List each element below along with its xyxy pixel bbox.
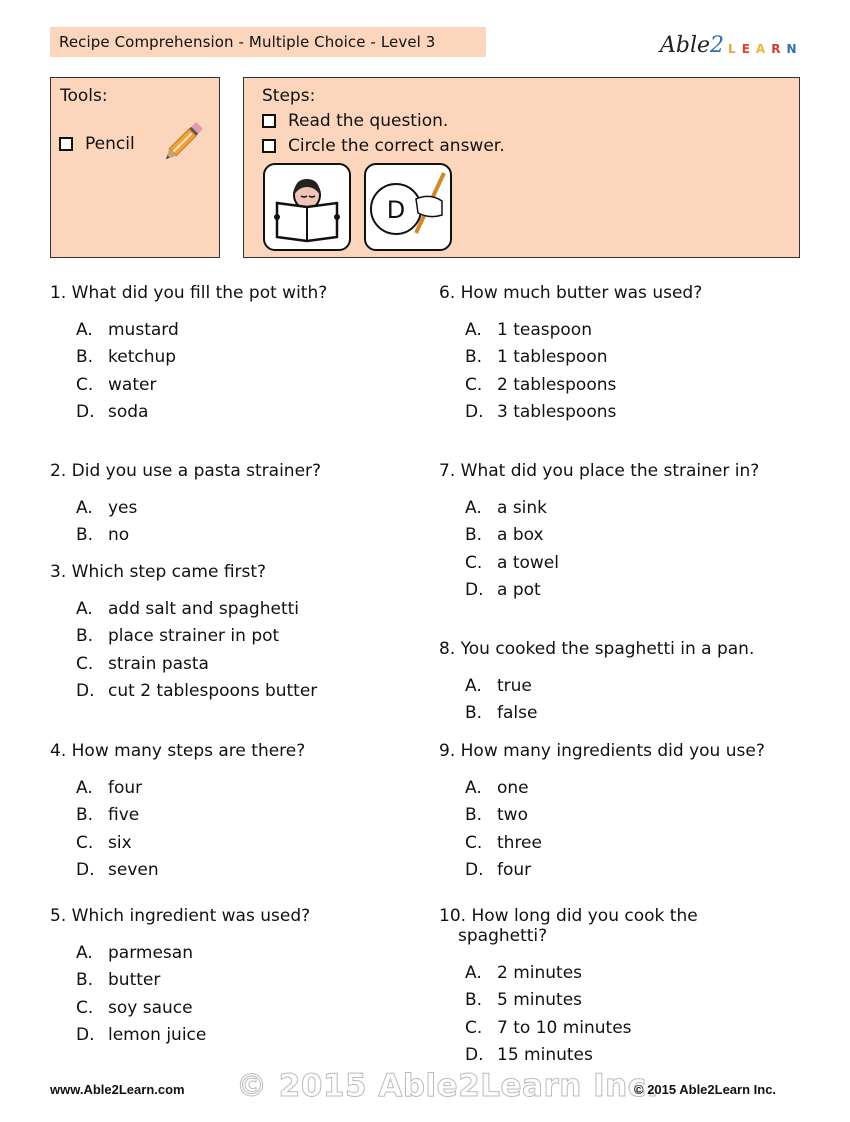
answer-option[interactable]: B. a box	[465, 525, 544, 546]
answer-option[interactable]: B. false	[465, 703, 538, 724]
step-label: Read the question.	[288, 111, 449, 131]
question-2: 2. Did you use a pasta strainer? A. yes B. no	[50, 461, 321, 549]
question-text-line2: spaghetti?	[458, 926, 548, 946]
question-text: How much butter was used?	[460, 283, 703, 303]
answer-option[interactable]: C. 2 tablespoons	[465, 374, 617, 395]
question-text: Which ingredient was used?	[71, 906, 311, 926]
answer-option[interactable]: B. ketchup	[76, 347, 177, 368]
question-text: What did you fill the pot with?	[71, 283, 328, 303]
copyright-notice: © 2015 Able2Learn Inc.	[634, 1082, 777, 1097]
worksheet-title-bar	[50, 27, 486, 57]
svg-text:D: D	[386, 196, 406, 224]
tools-label: Tools:	[60, 86, 108, 106]
step-item-circle[interactable]	[262, 136, 505, 156]
answer-option[interactable]: B. two	[465, 805, 528, 826]
answer-option[interactable]: B. place strainer in pot	[76, 626, 280, 647]
question-3: 3. Which step came first? A. add salt and spaghetti B. place strainer in pot C. strain pasta D. cut 2 tablespoons butter	[50, 562, 317, 705]
question-text: How long did you cook the	[471, 906, 698, 926]
question-7: 7. What did you place the strainer in? A. a sink B. a box C. a towel D. a pot	[439, 461, 759, 604]
answer-option[interactable]: C. water	[76, 374, 157, 395]
step-label: Circle the correct answer.	[288, 136, 505, 156]
answer-option[interactable]: A. true	[465, 675, 532, 696]
answer-option[interactable]: A. yes	[76, 497, 138, 518]
question-text: What did you place the strainer in?	[460, 461, 760, 481]
answer-option[interactable]: A. a sink	[465, 497, 548, 518]
answer-option[interactable]: D. 3 tablespoons	[465, 402, 617, 423]
answer-option[interactable]: D. seven	[76, 860, 159, 881]
steps-label: Steps:	[262, 86, 316, 106]
answer-option[interactable]: B. 5 minutes	[465, 990, 583, 1011]
circle-letter-icon	[364, 163, 452, 251]
answer-option[interactable]: A. four	[76, 777, 143, 798]
question-text: Did you use a pasta strainer?	[71, 461, 322, 481]
answer-option[interactable]: D. four	[465, 860, 532, 881]
able2learn-logo	[660, 28, 802, 58]
answer-option[interactable]: C. strain pasta	[76, 653, 209, 674]
answer-option[interactable]: C. a towel	[465, 552, 559, 573]
step-checkbox[interactable]	[262, 139, 276, 153]
tool-item-pencil[interactable]	[59, 134, 135, 154]
question-4: 4. How many steps are there? A. four B. five C. six D. seven	[50, 741, 305, 884]
answer-option[interactable]: A. one	[465, 777, 529, 798]
logo-learn-text: L E A R N	[728, 42, 797, 56]
watermark: © 2015 Able2Learn Inc.	[236, 1068, 659, 1104]
question-text: You cooked the spaghetti in a pan.	[460, 639, 755, 659]
worksheet-title: Recipe Comprehension - Multiple Choice - Level 3	[59, 33, 436, 51]
answer-option[interactable]: B. butter	[76, 970, 161, 991]
answer-option[interactable]: B. five	[76, 805, 140, 826]
answer-option[interactable]: C. six	[76, 832, 132, 853]
question-10: 10. How long did you cook the spaghetti? A. 2 minutes B. 5 minutes C. 7 to 10 minutes D. 15 minutes	[439, 906, 698, 1069]
logo-two-text: 2	[710, 33, 725, 58]
answer-option[interactable]: A. add salt and spaghetti	[76, 598, 300, 619]
answer-option[interactable]: B. 1 tablespoon	[465, 347, 608, 368]
tools-panel	[50, 77, 220, 258]
question-text: Which step came first?	[71, 562, 267, 582]
answer-option[interactable]: D. 15 minutes	[465, 1045, 593, 1066]
question-1: 1. What did you fill the pot with? A. mustard B. ketchup C. water D. soda	[50, 283, 327, 426]
answer-option[interactable]: A. 2 minutes	[465, 962, 583, 983]
step-checkbox[interactable]	[262, 114, 276, 128]
question-text: How many ingredients did you use?	[460, 741, 765, 761]
website-link[interactable]: www.Able2Learn.com	[50, 1082, 185, 1097]
logo-able-text: Able	[660, 33, 711, 58]
question-8: 8. You cooked the spaghetti in a pan. A. true B. false	[439, 639, 754, 727]
answer-option[interactable]: D. cut 2 tablespoons butter	[76, 681, 318, 702]
answer-option[interactable]: A. 1 teaspoon	[465, 319, 592, 340]
step-item-read[interactable]	[262, 111, 448, 131]
pencil-checkbox[interactable]	[59, 137, 73, 151]
pencil-icon	[159, 120, 205, 166]
answer-option[interactable]: D. soda	[76, 402, 149, 423]
answer-option[interactable]: C. three	[465, 832, 542, 853]
answer-option[interactable]: C. soy sauce	[76, 997, 193, 1018]
question-9: 9. How many ingredients did you use? A. one B. two C. three D. four	[439, 741, 765, 884]
answer-option[interactable]: B. no	[76, 525, 130, 546]
question-5: 5. Which ingredient was used? A. parmesan B. butter C. soy sauce D. lemon juice	[50, 906, 310, 1049]
reading-person-icon	[263, 163, 351, 251]
question-text: How many steps are there?	[71, 741, 306, 761]
answer-option[interactable]: C. 7 to 10 minutes	[465, 1017, 632, 1038]
question-6: 6. How much butter was used? A. 1 teaspoon B. 1 tablespoon C. 2 tablespoons D. 3 tablespoons	[439, 283, 702, 426]
answer-option[interactable]: D. lemon juice	[76, 1025, 207, 1046]
answer-option[interactable]: D. a pot	[465, 580, 541, 601]
answer-option[interactable]: A. parmesan	[76, 942, 193, 963]
tool-item-label: Pencil	[85, 134, 135, 154]
answer-option[interactable]: A. mustard	[76, 319, 179, 340]
